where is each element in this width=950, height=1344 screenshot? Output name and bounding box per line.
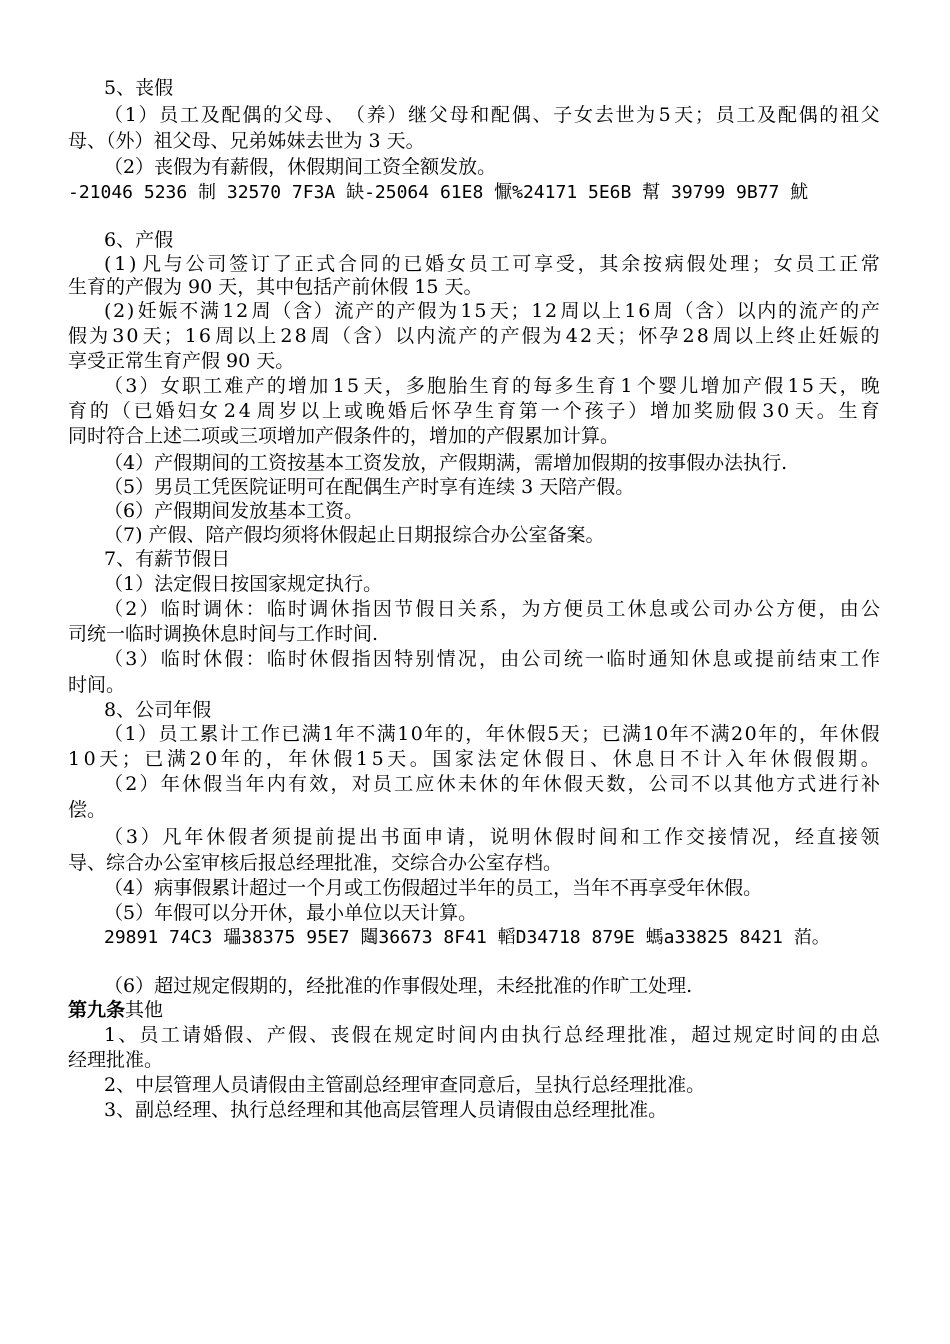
garbled-code-line: -21046 5236 制 32570 7F3A 缺-25064 61E8 懨%24171 5E6B 幫 39799 9B77 魷 xyxy=(68,182,809,203)
paragraph-line: 偿。 xyxy=(68,799,107,821)
article-number: 第九条 xyxy=(68,999,126,1021)
paragraph-line: （6）产假期间发放基本工资。 xyxy=(104,500,364,522)
paragraph-line: 经理批准。 xyxy=(68,1049,164,1071)
paragraph-line: 生育的产假为 90 天，其中包括产前休假 15 天。 xyxy=(68,276,483,298)
paragraph-line: 母、（外）祖父母、兄弟姊妹去世为 3 天。 xyxy=(68,130,425,152)
paragraph-line: 司统一临时调换休息时间与工作时间. xyxy=(68,623,379,645)
article-9-heading xyxy=(68,998,163,1022)
paragraph-line: （6）超过规定假期的，经批准的作事假处理，未经批准的作旷工处理. xyxy=(104,975,693,997)
paragraph-line: 享受正常生育产假 90 天。 xyxy=(68,350,295,372)
paragraph-line: （5）男员工凭医院证明可在配偶生产时享有连续 3 天陪产假。 xyxy=(104,476,635,498)
paragraph-line: （ 3 ） 凡 年 休 假 者 须 提 前 提 出 书 面 申 请 ， 说 明 休 假 时 间 和 工 作 交 接 情 况 ， 经 直 接 领 xyxy=(104,826,880,848)
section-6-heading: 6、产假 xyxy=(104,229,174,251)
paragraph-line: （ 2 ） 临 时 调 休 ： 临 时 调 休 指 因 节 假 日 关 系 ， 为 方 便 员 工 休 息 或 公 司 办 公 方 便 ， 由 公 xyxy=(104,598,880,620)
paragraph-line: （1）法定假日按国家规定执行。 xyxy=(104,573,383,595)
section-5-heading: 5、丧假 xyxy=(104,77,174,99)
paragraph-line: 1 0 天 ； 已 满 2 0 年 的 ， 年 休 假 1 5 天 。 国 家 法 定 休 假 日 、 休 息 日 不 计 入 年 休 假 假 期 。 xyxy=(68,748,880,770)
paragraph-line: 导、综合办公室审核后报总经理批准，交综合办公室存档。 xyxy=(68,852,563,874)
paragraph-line: （4）产假期间的工资按基本工资发放，产假期满，需增加假期的按事假办法执行. xyxy=(104,452,788,474)
paragraph-line: （7) 产假、陪产假均须将休假起止日期报综合办公室备案。 xyxy=(104,524,605,546)
paragraph-line: 育 的 （ 已 婚 妇 女 2 4 周 岁 以 上 或 晚 婚 后 怀 孕 生 育 第 一 个 孩 子 ） 增 加 奖 励 假 3 0 天 。 生 育 xyxy=(68,400,880,422)
paragraph-line: ( 1 ) 凡 与 公 司 签 订 了 正 式 合 同 的 已 婚 女 员 工 可 享 受 ， 其 余 按 病 假 处 理 ； 女 员 工 正 常 xyxy=(104,253,880,275)
paragraph-line: （ 3 ） 女 职 工 难 产 的 增 加 1 5 天 ， 多 胞 胎 生 育 的 每 多 生 育 1 个 婴 儿 增 加 产 假 1 5 天 ， 晚 xyxy=(104,375,880,397)
paragraph-line: 1 、 员 工 请 婚 假 、 产 假 、 丧 假 在 规 定 时 间 内 由 执 行 总 经 理 批 准 ， 超 过 规 定 时 间 的 由 总 xyxy=(104,1024,880,1046)
garbled-code-line: 29891 74C3 瓃38375 95E7 闧36673 8F41 轁D34718 879E 螞a33825 8421 萡。 xyxy=(104,927,830,948)
paragraph-line: （5）年假可以分开休，最小单位以天计算。 xyxy=(104,902,478,924)
paragraph-line: ( 2 ) 妊 娠 不 满 1 2 周 （ 含 ） 流 产 的 产 假 为 1 5 天 ； 1 2 周 以 上 1 6 周 （ 含 ） 以 内 的 流 产 的 产 xyxy=(104,300,880,322)
paragraph-line: 同时符合上述二项或三项增加产假条件的，增加的产假累加计算。 xyxy=(68,425,620,447)
paragraph-line: （ 1 ） 员 工 及 配 偶 的 父 母 、 （ 养 ） 继 父 母 和 配 偶 、 子 女 去 世 为 5 天 ； 员 工 及 配 偶 的 祖 父 xyxy=(104,104,880,126)
paragraph-line: （4）病事假累计超过一个月或工伤假超过半年的员工，当年不再享受年休假。 xyxy=(104,877,763,899)
paragraph-line: 时间。 xyxy=(68,674,126,696)
paragraph-line: （ 2 ） 年 休 假 当 年 内 有 效 ， 对 员 工 应 休 未 休 的 年 休 假 天 数 ， 公 司 不 以 其 他 方 式 进 行 补 xyxy=(104,773,880,795)
article-title: 其他 xyxy=(125,999,164,1021)
section-7-heading: 7、有薪节假日 xyxy=(104,548,231,570)
paragraph-line: 假 为 3 0 天 ； 1 6 周 以 上 2 8 周 （ 含 ） 以 内 流 产 的 产 假 为 4 2 天 ； 怀 孕 2 8 周 以 上 终 止 妊 娠 的 xyxy=(68,325,880,347)
paragraph-line: （ 3 ） 临 时 休 假 ： 临 时 休 假 指 因 特 别 情 况 ， 由 公 司 统 一 临 时 通 知 休 息 或 提 前 结 束 工 作 xyxy=(104,648,880,670)
paragraph-line: （2）丧假为有薪假，休假期间工资全额发放。 xyxy=(104,156,497,178)
paragraph-line: 3、副总经理、执行总经理和其他高层管理人员请假由总经理批准。 xyxy=(104,1099,668,1121)
paragraph-line: 2、中层管理人员请假由主管副总经理审查同意后，呈执行总经理批准。 xyxy=(104,1074,706,1096)
section-8-heading: 8、公司年假 xyxy=(104,699,212,721)
paragraph-line: （ 1 ） 员 工 累 计 工 作 已 满 1 年 不 满 1 0 年 的 ， 年 休 假 5 天 ； 已 满 1 0 年 不 满 2 0 年 的 ， 年 休 假 xyxy=(104,723,880,745)
